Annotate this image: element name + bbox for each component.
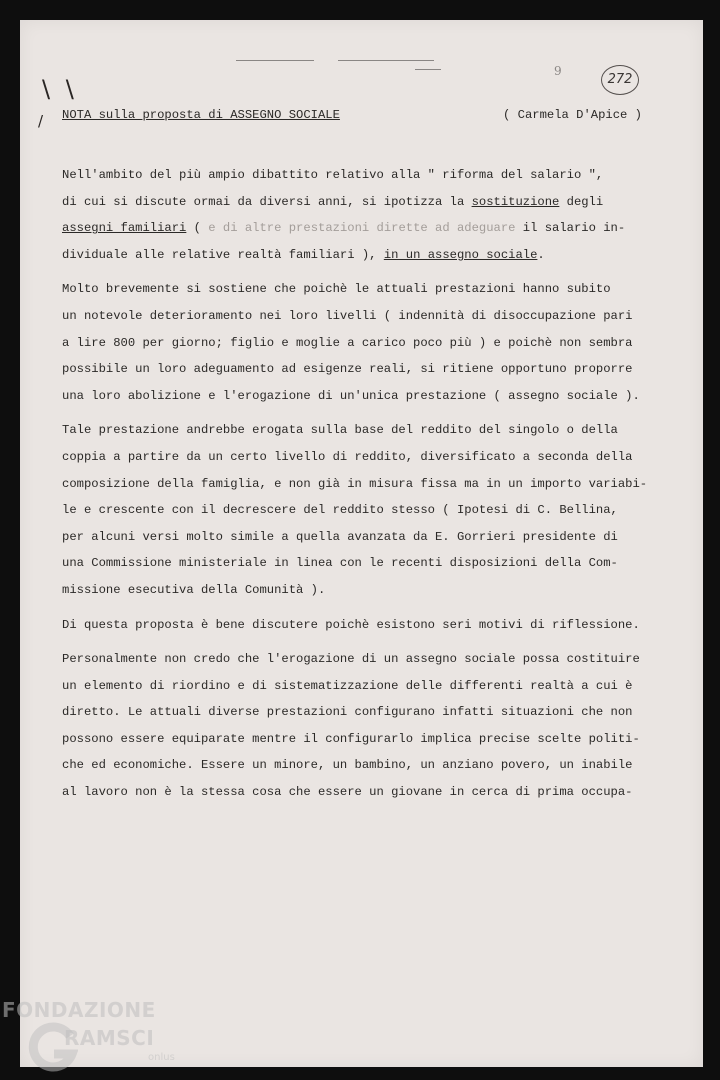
text-line <box>62 726 662 753</box>
text-line <box>62 577 662 604</box>
watermark-line1: FONDAZIONE <box>2 998 156 1022</box>
text-segment: ( <box>186 221 209 236</box>
underlined-text: assegni familiari <box>62 221 187 236</box>
text-segment: Molto brevemente si sostiene che poichè le attuali prestazioni hanno subito <box>62 282 611 297</box>
text-segment: . <box>537 247 545 262</box>
text-segment: di cui si discute ormai da diversi anni, si ipotizza la <box>62 194 472 209</box>
text-line <box>62 673 662 700</box>
text-line <box>62 471 662 498</box>
text-line <box>62 550 662 577</box>
text-line <box>62 242 662 269</box>
paragraph <box>62 612 662 639</box>
text-line <box>62 330 662 357</box>
header-rule <box>236 60 314 61</box>
text-segment: dividuale alle relative realtà familiari ), <box>62 247 384 262</box>
text-line <box>62 356 662 383</box>
paragraph <box>62 417 662 603</box>
text-line <box>62 444 662 471</box>
text-line <box>62 383 662 410</box>
text-segment: Personalmente non credo che l'erogazione di un assegno sociale possa costituire <box>62 652 640 667</box>
text-segment: Tale prestazione andrebbe erogata sulla base del reddito del singolo o della <box>62 423 618 438</box>
document-body <box>62 162 662 806</box>
text-segment: missione esecutiva della Comunità ). <box>62 582 326 597</box>
handwritten-tick: / <box>38 112 44 130</box>
text-segment: Di questa proposta è bene discutere poichè esistono seri motivi di riflessione. <box>62 617 640 632</box>
paragraph <box>62 646 662 806</box>
text-line <box>62 699 662 726</box>
header-rule <box>415 69 441 70</box>
text-line <box>62 497 662 524</box>
document-page <box>20 20 703 1067</box>
text-segment: un notevole deterioramento nei loro livelli ( indennità di disoccupazione pari <box>62 308 633 323</box>
underlined-text: in un assegno sociale <box>383 247 538 262</box>
text-line <box>62 612 662 639</box>
title-line <box>62 108 642 122</box>
text-line <box>62 779 662 806</box>
text-segment: per alcuni versi molto simile a quella avanzata da E. Gorrieri presidente di <box>62 529 618 544</box>
page-number: 272 <box>601 65 639 95</box>
text-segment: coppia a partire da un certo livello di reddito, diversificato a seconda della <box>62 449 633 464</box>
paragraph <box>62 162 662 268</box>
text-segment: le e crescente con il decrescere del reddito stesso ( Ipotesi di C. Bellina, <box>62 503 618 518</box>
document-title: NOTA sulla proposta di ASSEGNO SOCIALE <box>62 108 340 122</box>
text-line <box>62 276 662 303</box>
pencil-annotation: 9 <box>554 64 562 78</box>
author-name: ( Carmela D'Apice ) <box>503 108 642 122</box>
text-segment: possono essere equiparate mentre il configurarlo implica precise scelte politi- <box>62 731 640 746</box>
text-segment: a lire 800 per giorno; figlio e moglie a carico poco più ) e poichè non sembra <box>62 335 633 350</box>
text-segment: al lavoro non è la stessa cosa che essere un giovane in cerca di prima occupa- <box>62 785 633 800</box>
text-line <box>62 752 662 779</box>
text-line <box>62 524 662 551</box>
text-segment: diretto. Le attuali diverse prestazioni configurano infatti situazioni che non <box>62 705 633 720</box>
text-segment: che ed economiche. Essere un minore, un bambino, un anziano povero, un inabile <box>62 758 633 773</box>
text-segment: e di altre prestazioni dirette ad adeguare <box>208 221 516 236</box>
underlined-text: sostituzione <box>471 194 560 209</box>
text-segment: un elemento di riordino e di sistematizzazione delle differenti realtà a cui è <box>62 678 633 693</box>
watermark-line2: RAMSCI <box>64 1026 155 1050</box>
text-line <box>62 303 662 330</box>
text-line <box>62 215 662 242</box>
text-segment: una loro abolizione e l'erogazione di un'unica prestazione ( assegno sociale ). <box>62 388 640 403</box>
paragraph <box>62 276 662 409</box>
header-rule <box>338 60 434 61</box>
text-line <box>62 162 662 189</box>
text-segment: possibile un loro adeguamento ad esigenze reali, si ritiene opportuno proporre <box>62 362 633 377</box>
text-segment: degli <box>559 194 604 209</box>
text-segment: una Commissione ministeriale in linea con le recenti disposizioni della Com- <box>62 556 618 571</box>
text-segment: il salario in- <box>515 221 626 236</box>
text-segment: composizione della famiglia, e non già in misura fissa ma in un importo variabi- <box>62 476 648 491</box>
handwritten-mark: \ \ <box>42 75 78 103</box>
fondazione-gramsci-watermark <box>2 998 202 1080</box>
watermark-suffix: onlus <box>148 1052 175 1063</box>
text-line <box>62 417 662 444</box>
text-line <box>62 646 662 673</box>
text-line <box>62 189 662 216</box>
text-segment: Nell'ambito del più ampio dibattito relativo alla " riforma del salario ", <box>62 168 604 182</box>
